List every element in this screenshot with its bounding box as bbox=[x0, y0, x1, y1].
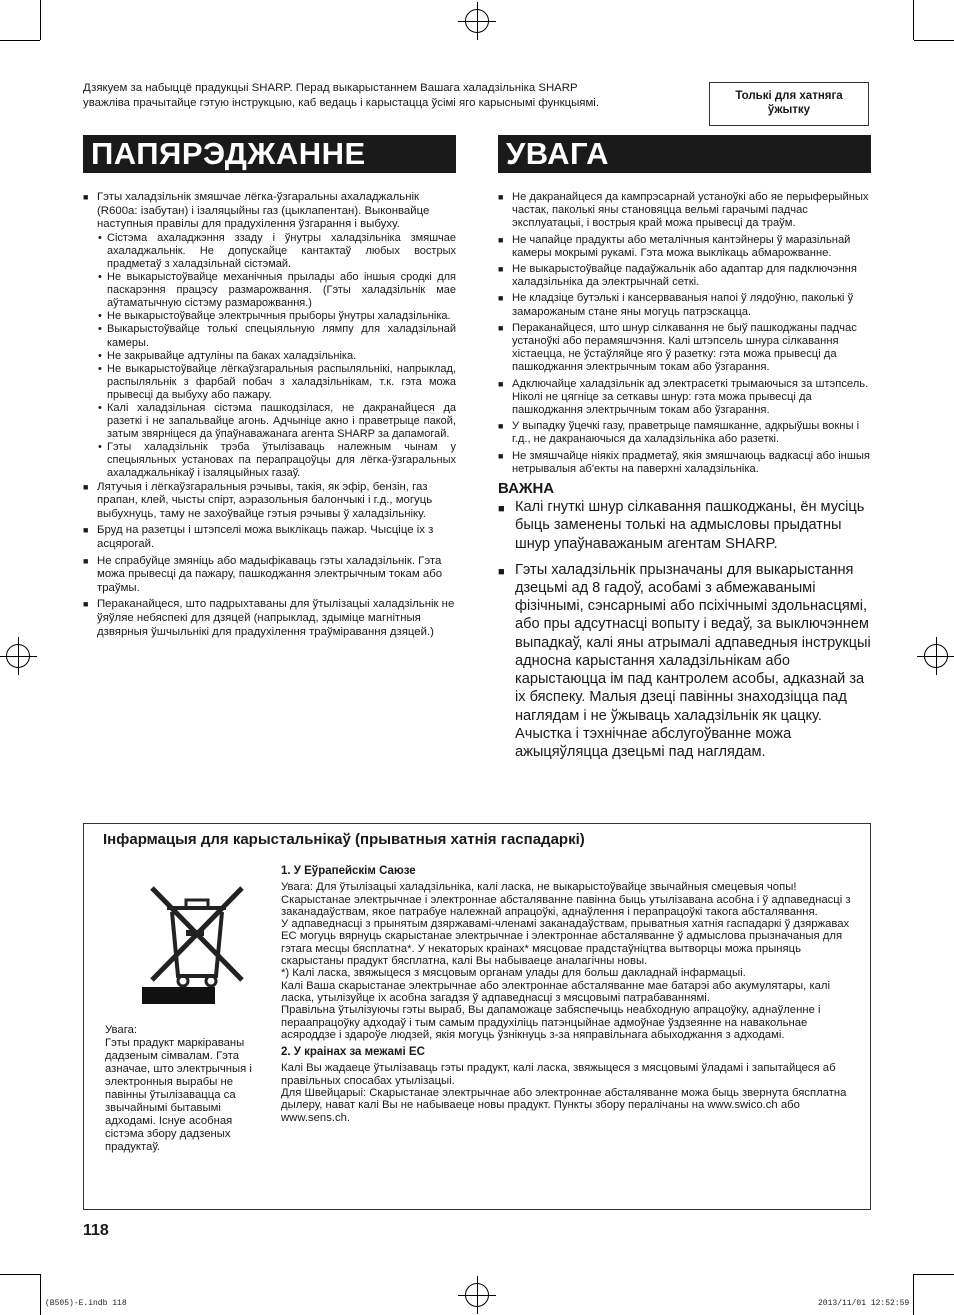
eu-paragraph: Увага: Для ўтылізацыі халадзільніка, калі ласка, не выкарыстоўвайце звычайныя смецевыя чопы! bbox=[281, 881, 797, 894]
warning-subitem: • Калі халадзільная сістэма пашкодзілася, не дакранайцеся да разеткі і не запальвайце агонь. Адчыніце акно і праветрыце пакой, затым звярніцеся да ўпаўнаважанага агента SHARP за дапамогай. bbox=[83, 402, 456, 441]
caution-item: ■ Не чапайце прадукты або металічныя кантэйнеры ў маразільнай камеры мокрымі рукамі. Гэта можа выклікаць абмарожванне. bbox=[498, 234, 871, 260]
disposal-info-title: Інфармацыя для карыстальнікаў (прыватныя хатнія гаспадаркі) bbox=[103, 831, 585, 848]
page-number: 118 bbox=[83, 1222, 109, 1239]
crop-mark bbox=[0, 40, 40, 41]
crop-mark bbox=[40, 0, 41, 40]
crossed-bin-icon bbox=[134, 880, 259, 1008]
non-eu-paragraph: Для Швейцарыі: Скарыстанае электрычнае або электроннае абсталяванне можа быць звернута бясплатна дылеру, нават калі Вы не набываеце новы прадукт. Пункты збору пералічаны на www.swico.ch або www.sens.ch. bbox=[281, 1087, 847, 1124]
warning-item: ■ Гэты халадзільнік змяшчае лёгка-ўзгаральны ахаладжальнік (R600a: ізабутан) і ізаляцыйны газ (цыклапентан). Выконвайце наступныя правілы для прадухілення ўзгарання і выбуху. bbox=[83, 191, 456, 232]
eu-paragraph: Скарыстанае электрычнае і электроннае абсталяванне павінна быць утылізавана асобна і ў адпаведнасці з заканадаўствам, якое патрабуе належнай апрацоўкі, аднаўлення і перапрацоўкі такога абсталявання. bbox=[281, 893, 851, 918]
warning-subitem: • Выкарыстоўвайце толькі спецыяльную лямпу для халадзільнай камеры. bbox=[83, 323, 456, 349]
important-heading: ВАЖНА bbox=[498, 480, 555, 498]
registration-mark-icon bbox=[924, 644, 948, 668]
disposal-text bbox=[281, 865, 861, 1124]
warning-subitem: • Не выкарыстоўвайце электрычныя прыборы ўнутры халадзільніка. bbox=[83, 310, 456, 323]
non-eu-paragraph: Калі Вы жадаеце ўтылізаваць гэты прадукт, калі ласка, звяжыцеся з мясцовымі ўладамі і запытайцеся аб правільных спосабах утылізацыі. bbox=[281, 1062, 836, 1087]
eu-paragraph: Калі Ваша скарыстанае электрычнае або электроннае абсталяванне мае батарэі або акумулятары, калі ласка, утылізуйце іх асобна загадзя ў адпаведнасці з мясцовымі патрабаваннямі. bbox=[281, 979, 831, 1004]
caution-column bbox=[498, 191, 871, 761]
caution-item: ■ У выпадку ўцечкі газу, праветрыце памяшканне, адкрыўшы вокны і г.д., не дакранаючыся да халадзільніка або разеткі. bbox=[498, 420, 871, 446]
warning-column bbox=[83, 191, 456, 639]
crop-mark bbox=[0, 1274, 40, 1275]
caution-item: ■ Не змяшчайце ніякіх прадметаў, якія змяшчаюць вадкасці або іншыя нетрывалыя аб'екты на паверхні халадзільніка. bbox=[498, 450, 871, 476]
registration-mark-icon bbox=[465, 1283, 489, 1307]
important-item: ■ Гэты халадзільнік прызначаны для выкарыстання дзецьмі ад 8 гадоў, асобамі з абмежаванымі фізічнымі, сэнсарнымі або псіхічнымі здольнасцямі, або пры адсутнасці вопыту і ведаў, за выключэннем выпадкаў, калі яны атрымалі адпаведныя інструкцыі адносна карыстання халадзільнікам або карыстаюцца ім пад кантролем асобы, адказнай за іх бяспеку. Малыя дзеці павінны знаходзіцца пад наглядам і не ўжываць халадзільнік як цацку. Ачыстка і тэхнічнае абслугоўванне можа ажыцяўляцца дзецьмі пад наглядам. bbox=[498, 561, 871, 761]
caution-item: ■ Не дакранайцеся да кампрэсарнай устаноўкі або яе перыферыйных частак, паколькі яны становяцца вельмі гарачымі падчас эксплуатацыі, і вострыя край можа прывесці да траўм. bbox=[498, 191, 871, 231]
warning-banner: ПАПЯРЭДЖАННЕ bbox=[83, 135, 456, 173]
warning-item: ■ Не спрабуйце змяніць або мадыфікаваць гэты халадзільнік. Гэта можа прывесці да пажару, пашкоджання электрычным токам або траўмы. bbox=[83, 555, 456, 596]
caution-item: ■ Адключайце халадзільнік ад электрасеткі трымаючыся за штэпсель. Ніколі не цягніце за сеткавы шнур: гэта можа прывесці да пашкоджання электрычным токам або ўзгарання. bbox=[498, 378, 871, 418]
registration-mark-icon bbox=[465, 9, 489, 33]
caution-banner: УВАГА bbox=[498, 135, 871, 173]
crop-mark bbox=[913, 0, 914, 40]
eu-paragraph: Правільна ўтылізуючы гэты выраб, Вы дапаможаце забяспечыць неабходную апрацоўку, аднаўленне і пераапрацоўку адходаў і тым самым прадухіліць патэнцыйнае адмоўнае ўздзеянне на навакольнае асяроддзе і здароўе людзей, якія могуць ўзнікнуць з-за няправільнага абыходжання з адходамі. bbox=[281, 1004, 821, 1041]
footer-file-info: (B505)-E.indb 118 bbox=[45, 1299, 127, 1308]
eu-paragraph: *) Калі ласка, звяжыцеся з мясцовым органам улады для больш дакладнай інфармацыі. bbox=[281, 967, 746, 980]
crop-mark bbox=[914, 40, 954, 41]
warning-item: ■ Лятучыя і лёгкаўзгаральныя рэчывы, такія, як эфір, бензін, газ прапан, клей, чысты спірт, аэразольныя балончыкі і г.д., могуць выбухнуць, таму не захоўвайце гэтыя рэчывы ў халадзільніку. bbox=[83, 481, 456, 522]
registration-mark-icon bbox=[6, 644, 30, 668]
crop-mark bbox=[914, 1274, 954, 1275]
intro-text: Дзякуем за набыццё прадукцыі SHARP. Перад выкарыстаннем Вашага халадзільніка SHARP уважліва прачытайце гэтую інструкцыю, каб ведаць і карыстацца ўсімі яго карыснымі функцыямі. bbox=[83, 82, 599, 109]
warning-subitem: • Сістэма ахаладжэння ззаду і ўнутры халадзільніка змяшчае ахаладжальнік. Не допускайце кантактаў любых вострых прадметаў з халадзільнай сістэмай. bbox=[83, 232, 456, 271]
eu-heading: 1. У Еўрапейскім Саюзе bbox=[281, 865, 416, 877]
caution-item: ■ Не кладзіце бутэлькі і кансерваваныя напоі ў лядоўню, паколькі ў замарожаным стане яны могуць патрэскацца. bbox=[498, 292, 871, 318]
non-eu-heading: 2. У краінах за межамі ЕС bbox=[281, 1046, 425, 1059]
important-item: ■ Калі гнуткі шнур сілкавання пашкоджаны, ён мусіць быць заменены толькі на адмысловы прыдатны шнур упаўнаважаным агентам SHARP. bbox=[498, 498, 871, 553]
caution-item: ■ Не выкарыстоўвайце падаўжальнік або адаптар для падключэння халадзільніка да электрычнай сеткі. bbox=[498, 263, 871, 289]
home-use-label: Толькі для хатняга ўжытку bbox=[709, 82, 869, 126]
crop-mark bbox=[40, 1274, 41, 1315]
crop-mark bbox=[913, 1274, 914, 1315]
caution-item: ■ Пераканайцеся, што шнур сілкавання не быў пашкоджаны падчас устаноўкі або перамяшчэння. Калі штэпсель шнура сілкавання хістаецца, не ўстаўляйце яго ў разетку: гэта можа прывесці да пашкоджання электрычным токам або ўзгарання. bbox=[498, 322, 871, 375]
eu-paragraph: У адпаведнасці з прынятым дзяржавамі-членамі заканадаўствам, прыватныя хатнія гаспадаркі ў дзяржавах ЕС могуць вярнуць скарыстанае электрычнае і электроннае абсталяванне ў адмыслова прызначаныя для гэтага месцы бясплатна*. У некаторых краінах* мясцовае прадстаўніцтва вытворцы можа прыняць скарыстаны прадукт бясплатна, калі Вы набываеце аналагічны новы. bbox=[281, 918, 850, 968]
symbol-note: Увага: Гэты прадукт маркіраваны дадзеным сімвалам. Гэта азначае, што электрычныя і электронныя вырабы не павінны ўтылізавацца са звычайнымі бытавымі адходамі. Існуе асобная сістэма збору дадзеных прадуктаў. bbox=[105, 1024, 252, 1153]
warning-subitem: • Не закрывайце адтуліны па баках халадзільніка. bbox=[83, 350, 456, 363]
warning-subitem: • Не выкарыстоўвайце лёгкаўзгаральныя распыляльнікі, напрыклад, распыляльнік з фарбай побач з халадзільнікам, т.к. гэта можа прывесці да выбуху або пажару. bbox=[83, 363, 456, 402]
warning-item: ■ Бруд на разетцы і штэпселі можа выклікаць пажар. Чысціце іх з асцярогай. bbox=[83, 524, 456, 551]
warning-item: ■ Пераканайцеся, што падрыхтаваны для ўтылізацыі халадзільнік не ўяўляе небяспекі для дзяцей (напрыклад, здыміце магнітныя дзвярныя ўшчыльнікі для прадухілення траўміравання дзяцей.) bbox=[83, 598, 456, 639]
warning-subitem: • Не выкарыстоўвайце механічныя прылады або іншыя сродкі для паскарэння працэсу размарожвання. (Гэты халадзільнік мае аўтаматычную сістэму размарожвання.) bbox=[83, 271, 456, 310]
footer-timestamp: 2013/11/01 12:52:59 bbox=[818, 1299, 910, 1308]
warning-subitem: • Гэты халадзільнік трэба ўтылізаваць належным чынам у спецыяльных установах па перапрацоўцы для лёгка-ўзгаральных ахаладжальнікаў і ізаляцыйных газаў. bbox=[83, 441, 456, 480]
